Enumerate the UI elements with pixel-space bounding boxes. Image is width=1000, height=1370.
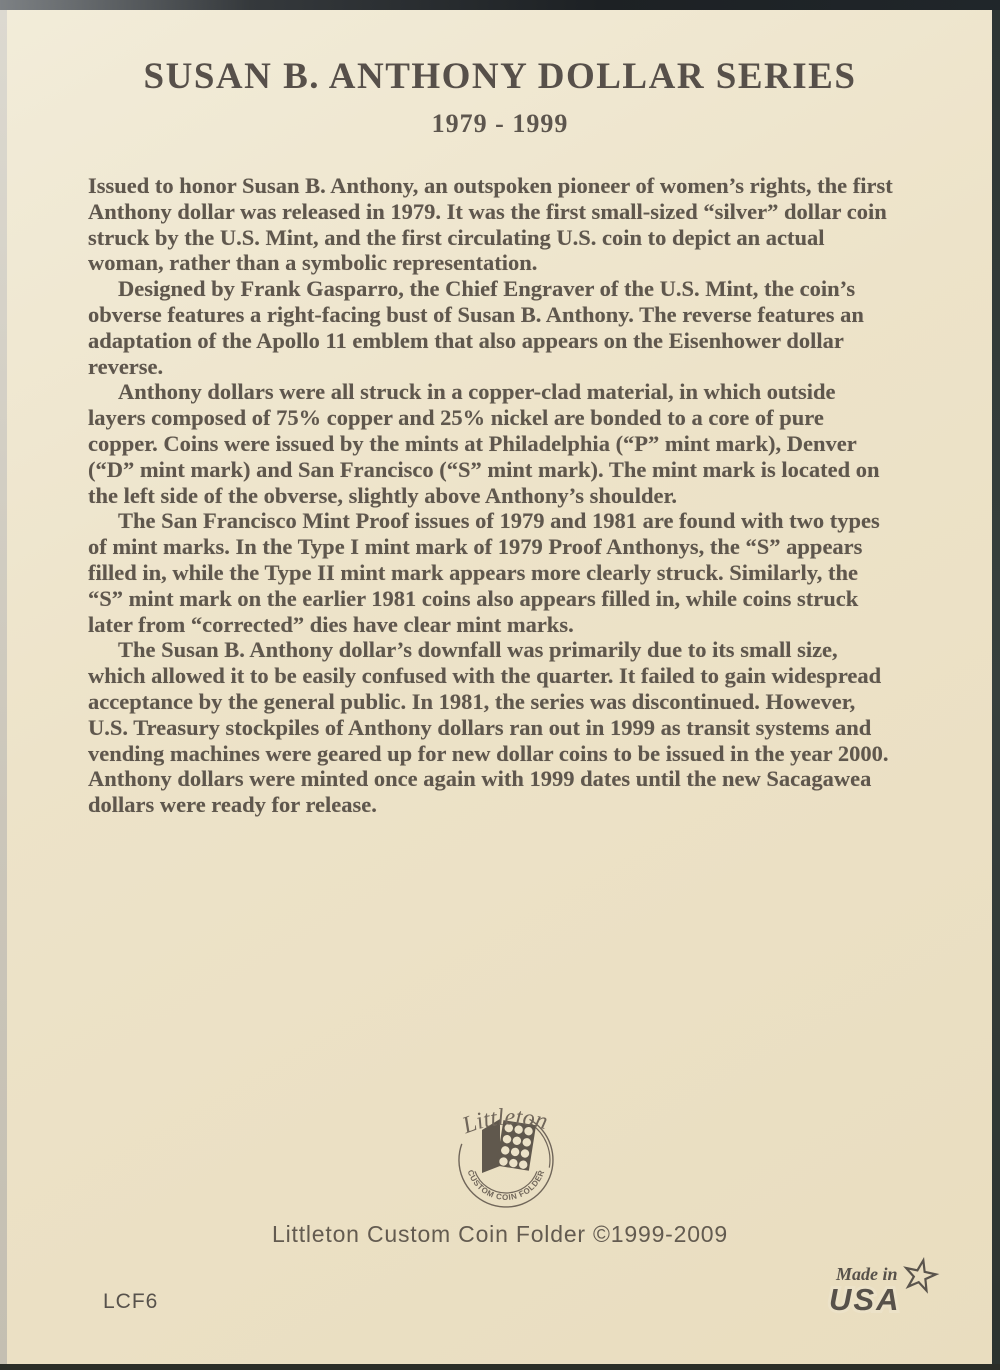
usa-text: USA xyxy=(829,1282,901,1317)
logo-script-name: Littleton xyxy=(459,1104,551,1140)
littleton-logo-icon xyxy=(433,1094,579,1216)
page-subtitle: 1979 - 1999 xyxy=(431,109,569,138)
paragraph-design: Designed by Frank Gasparro, the Chief Engraver of the U.S. Mint, the coin’s obverse features a right-facing bust of Susan B. Anthony. The reverse features an adaptation of the Apollo 11 emblem that also appears on the Eisenhower dollar reverse. xyxy=(88,276,864,379)
scan-edge-bottom xyxy=(0,1364,1000,1370)
paragraph-composition: Anthony dollars were all struck in a copper-clad material, in which outside layers composed of 75% copper and 25% nickel are bonded to a core of pure copper. Coins were issued by the mints at Philadelphia (“P” mint mark), Denver (“D” mint mark) and San Francisco (“S” mint mark). The mint mark is located on the left side of the obverse, slightly above Anthony’s shoulder. xyxy=(88,379,880,508)
made-in-text: Made in xyxy=(836,1264,898,1284)
page-title: SUSAN B. ANTHONY DOLLAR SERIES xyxy=(143,56,857,97)
product-code: LCF6 xyxy=(103,1290,159,1313)
copyright-line: Littleton Custom Coin Folder ©1999-2009 xyxy=(272,1221,728,1247)
paragraph-proof-issues: The San Francisco Mint Proof issues of 1979 and 1981 are found with two types of mint marks. In the Type I mint mark of 1979 Proof Anthonys, the “S” appears filled in, while the Type II mint mark appears more clearly struck. Similarly, the “S” mint mark on the earlier 1981 coins also appears filled in, while coins struck later from “corrected” dies have clear mint marks. xyxy=(88,508,880,637)
paragraph-downfall: The Susan B. Anthony dollar’s downfall was primarily due to its small size, which allowed it to be easily confused with the quarter. It failed to gain widespread acceptance by the general public. In 1981, the series was discontinued. However, U.S. Treasury stockpiles of Anthony dollars ran out in 1999 as transit systems and vending machines were geared up for new dollar coins to be issued in the year 2000. Anthony dollars were minted once again with 1999 dates until the new Sacagawea dollars were ready for release. xyxy=(88,637,889,818)
logo-ring-text: CUSTOM COIN FOLDER xyxy=(465,1168,547,1202)
scan-edge-right xyxy=(992,10,1000,1364)
scan-edge-top xyxy=(0,0,1000,10)
scan-edge-left xyxy=(0,10,7,1364)
star-icon xyxy=(902,1257,938,1292)
body-text xyxy=(88,173,898,818)
paragraph-intro: Issued to honor Susan B. Anthony, an outspoken pioneer of women’s rights, the first Anthony dollar was released in 1979. It was the first small-sized “silver” dollar coin struck by the U.S. Mint, and the first circulating U.S. coin to depict an actual woman, rather than a symbolic representation. xyxy=(88,173,893,276)
made-in-usa-icon xyxy=(820,1248,952,1328)
